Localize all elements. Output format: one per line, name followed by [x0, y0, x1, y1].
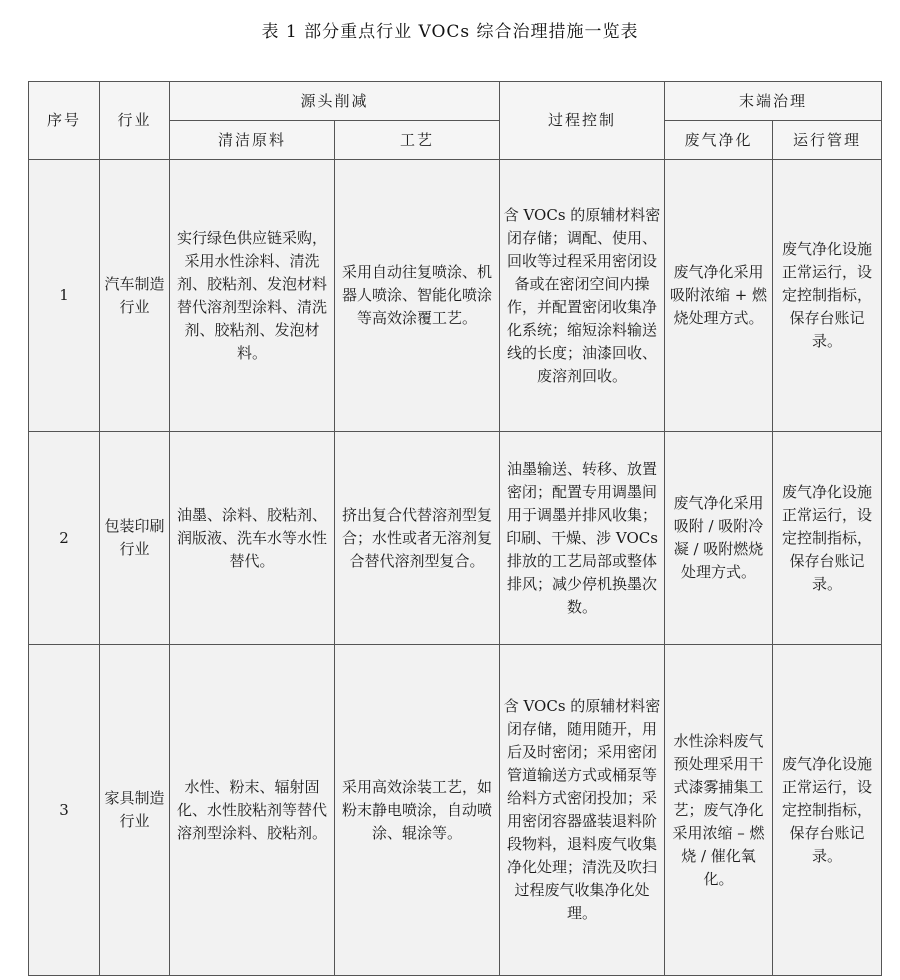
row-process: 挤出复合代替溶剂型复合；水性或者无溶剂复合替代溶剂型复合。 — [335, 432, 500, 645]
row-clean-materials: 油墨、涂料、胶粘剂、润版液、洗车水等水性替代。 — [170, 432, 335, 645]
row-seq: 3 — [29, 645, 100, 976]
row-seq: 1 — [29, 160, 100, 432]
table-row — [29, 645, 882, 976]
header-source-reduction: 源头削减 — [170, 82, 500, 121]
header-clean-materials: 清洁原料 — [170, 121, 335, 160]
row-process-control: 含 VOCs 的原辅材料密闭存储；调配、使用、回收等过程采用密闭设备或在密闭空间内操作，并配置密闭收集净化系统；缩短涂料输送线的长度；油漆回收、废溶剂回收。 — [500, 160, 665, 432]
row-clean-materials: 实行绿色供应链采购，采用水性涂料、清洗剂、胶粘剂、发泡材料替代溶剂型涂料、清洗剂、胶粘剂、发泡材料。 — [170, 160, 335, 432]
row-seq: 2 — [29, 432, 100, 645]
row-process: 采用高效涂装工艺，如粉末静电喷涂，自动喷涂、辊涂等。 — [335, 645, 500, 976]
table-row — [29, 432, 882, 645]
row-process: 采用自动往复喷涂、机器人喷涂、智能化喷涂等高效涂覆工艺。 — [335, 160, 500, 432]
row-process-control: 含 VOCs 的原辅材料密闭存储，随用随开，用后及时密闭；采用密闭管道输送方式或桶泵等给料方式密闭投加；采用密闭容器盛装退料阶段物料，退料废气收集净化处理；清洗及吹扫过程废气收集净化处理。 — [500, 645, 665, 976]
header-gas-purification: 废气净化 — [665, 121, 773, 160]
row-operation-management: 废气净化设施正常运行，设定控制指标，保存台账记录。 — [773, 160, 882, 432]
row-operation-management: 废气净化设施正常运行，设定控制指标，保存台账记录。 — [773, 645, 882, 976]
row-industry: 包装印刷行业 — [100, 432, 170, 645]
vocs-measures-table — [28, 81, 882, 976]
row-process-control: 油墨输送、转移、放置密闭；配置专用调墨间用于调墨并排风收集；印刷、干燥、涉 VOCs 排放的工艺局部或整体排风；减少停机换墨次数。 — [500, 432, 665, 645]
table-row — [29, 160, 882, 432]
header-operation-management: 运行管理 — [773, 121, 882, 160]
row-clean-materials: 水性、粉末、辐射固化、水性胶粘剂等替代溶剂型涂料、胶粘剂。 — [170, 645, 335, 976]
header-industry: 行业 — [100, 82, 170, 160]
header-end-treatment: 末端治理 — [665, 82, 882, 121]
row-gas-purification: 废气净化采用吸附浓缩 + 燃烧处理方式。 — [665, 160, 773, 432]
row-industry: 汽车制造行业 — [100, 160, 170, 432]
header-seq: 序号 — [29, 82, 100, 160]
table-title: 表 1 部分重点行业 VOCs 综合治理措施一览表 — [261, 22, 639, 42]
row-operation-management: 废气净化设施正常运行，设定控制指标，保存台账记录。 — [773, 432, 882, 645]
row-gas-purification: 水性涂料废气预处理采用干式漆雾捕集工艺；废气净化采用浓缩 – 燃烧 / 催化氧化。 — [665, 645, 773, 976]
header-process: 工艺 — [335, 121, 500, 160]
row-industry: 家具制造行业 — [100, 645, 170, 976]
row-gas-purification: 废气净化采用吸附 / 吸附冷凝 / 吸附燃烧处理方式。 — [665, 432, 773, 645]
header-process-control: 过程控制 — [500, 82, 665, 160]
